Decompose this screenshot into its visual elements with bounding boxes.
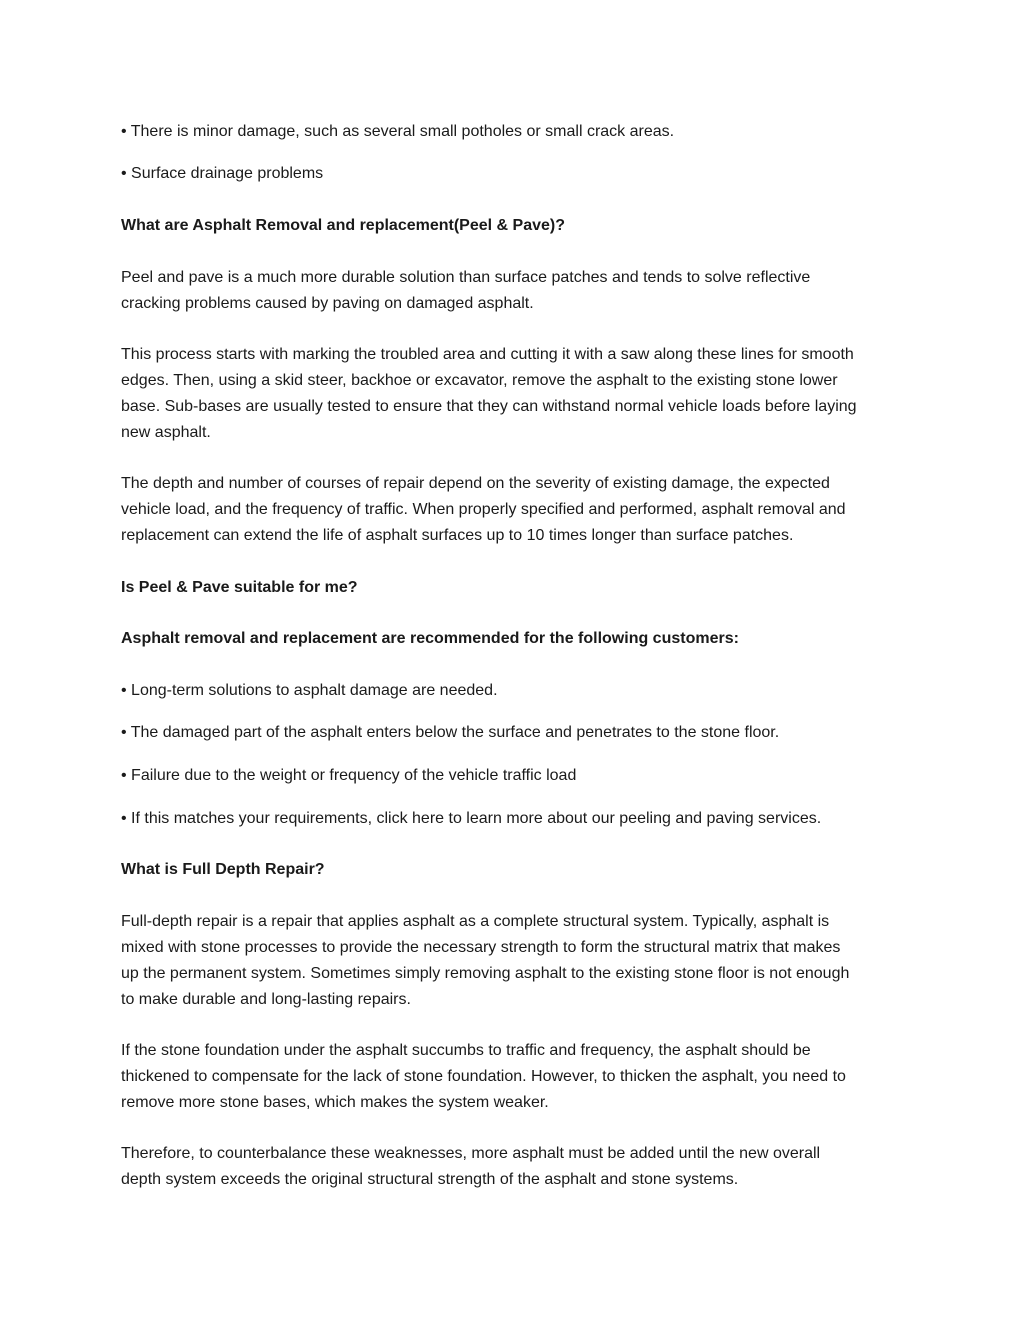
paragraph-line: base. Sub-bases are usually tested to ensure that they can withstand normal vehicle loads before laying	[121, 398, 857, 415]
bullet-minor-damage: • There is minor damage, such as several small potholes or small crack areas.	[121, 123, 675, 140]
bullet-requirements: • If this matches your requirements, click here to learn more about our peeling and paving services.	[121, 810, 822, 827]
bullet-long-term: • Long-term solutions to asphalt damage are needed.	[121, 682, 498, 699]
paragraph-line: If the stone foundation under the asphalt succumbs to traffic and frequency, the asphalt should be	[121, 1042, 811, 1059]
paragraph-line: cracking problems caused by paving on damaged asphalt.	[121, 295, 534, 312]
paragraph-line: Full-depth repair is a repair that applies asphalt as a complete structural system. Typically, asphalt is	[121, 913, 830, 930]
heading-full-depth: What is Full Depth Repair?	[121, 861, 325, 878]
paragraph-line: replacement can extend the life of asphalt surfaces up to 10 times longer than surface patches.	[121, 527, 794, 544]
bullet-damaged-part: • The damaged part of the asphalt enters below the surface and penetrates to the stone floor.	[121, 724, 780, 741]
paragraph-line: Therefore, to counterbalance these weaknesses, more asphalt must be added until the new overall	[121, 1145, 821, 1162]
paragraph-line: mixed with stone processes to provide the necessary strength to form the structural matrix that makes	[121, 939, 841, 956]
paragraph-line: Peel and pave is a much more durable solution than surface patches and tends to solve reflective	[121, 269, 811, 286]
paragraph-line: This process starts with marking the troubled area and cutting it with a saw along these lines for smooth	[121, 346, 854, 363]
bullet-drainage: • Surface drainage problems	[121, 165, 324, 182]
paragraph-line: thickened to compensate for the lack of stone foundation. However, to thicken the asphalt, you need to	[121, 1068, 846, 1085]
heading-recommended: Asphalt removal and replacement are recommended for the following customers:	[121, 630, 739, 647]
paragraph-line: The depth and number of courses of repair depend on the severity of existing damage, the expected	[121, 475, 830, 492]
heading-suitable: Is Peel & Pave suitable for me?	[121, 579, 358, 596]
paragraph-line: new asphalt.	[121, 424, 211, 441]
paragraph-line: to make durable and long-lasting repairs.	[121, 991, 411, 1008]
paragraph-line: remove more stone bases, which makes the system weaker.	[121, 1094, 549, 1111]
bullet-failure: • Failure due to the weight or frequency of the vehicle traffic load	[121, 767, 577, 784]
heading-peel-pave: What are Asphalt Removal and replacement(Peel & Pave)?	[121, 217, 565, 234]
paragraph-line: up the permanent system. Sometimes simply removing asphalt to the existing stone floor is not enough	[121, 965, 850, 982]
paragraph-line: depth system exceeds the original structural strength of the asphalt and stone systems.	[121, 1171, 739, 1188]
paragraph-line: vehicle load, and the frequency of traffic. When properly specified and performed, asphalt removal and	[121, 501, 846, 518]
paragraph-line: edges. Then, using a skid steer, backhoe or excavator, remove the asphalt to the existing stone lower	[121, 372, 838, 389]
